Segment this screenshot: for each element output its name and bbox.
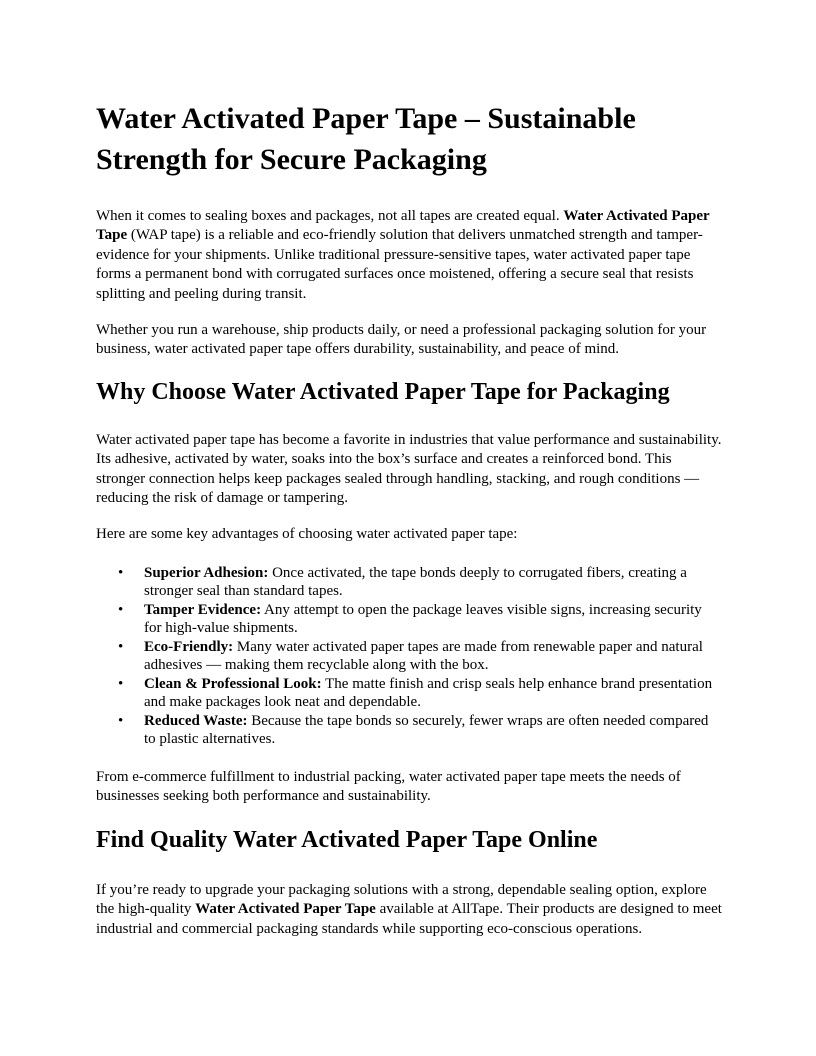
list-item bbox=[96, 675, 722, 712]
bullet-icon: • bbox=[118, 601, 124, 618]
section-heading-find-quality: Find Quality Water Activated Paper Tape Online bbox=[96, 826, 598, 853]
list-item bbox=[96, 638, 722, 675]
intro-p1-bold-term: Water Activated Paper Tape bbox=[96, 208, 710, 244]
section2-paragraph-1 bbox=[96, 881, 722, 939]
list-item-label: Eco-Friendly: bbox=[144, 638, 234, 655]
section2-p1-text-after: available at AllTape. Their products are designed to meet industrial and commercial packaging standards while supporting eco-conscious operations. bbox=[96, 901, 722, 937]
bullet-icon: • bbox=[118, 675, 124, 692]
section-heading-why-choose: Why Choose Water Activated Paper Tape for Packaging bbox=[96, 378, 670, 405]
bullet-icon: • bbox=[118, 712, 124, 729]
list-item-text: Any attempt to open the package leaves visible signs, increasing security for high-value shipments. bbox=[144, 601, 702, 637]
bullet-icon: • bbox=[118, 638, 124, 655]
section2-p1-bold-term: Water Activated Paper Tape bbox=[195, 901, 376, 918]
list-item-text: Once activated, the tape bonds deeply to corrugated fibers, creating a stronger seal than standard tapes. bbox=[144, 564, 687, 600]
section1-paragraph-2: Here are some key advantages of choosing water activated paper tape: bbox=[96, 526, 518, 543]
section2-p1-text-before: If you’re ready to upgrade your packaging solutions with a strong, dependable sealing option, explore the high-quality bbox=[96, 881, 707, 918]
list-item-text: Many water activated paper tapes are made from renewable paper and natural adhesives — making them recyclable along with the box. bbox=[144, 638, 703, 674]
intro-paragraph-2: Whether you run a warehouse, ship products daily, or need a professional packaging solution for your business, water activated paper tape offers durability, sustainability, and peace of mind. bbox=[96, 322, 707, 358]
intro-p1-text-before: When it comes to sealing boxes and packages, not all tapes are created equal. bbox=[96, 208, 564, 224]
list-item-label: Tamper Evidence: bbox=[144, 601, 262, 618]
list-item-text: Because the tape bonds so securely, fewer wraps are often needed compared to plastic alternatives. bbox=[144, 712, 709, 748]
list-item bbox=[96, 564, 722, 601]
list-item-text: The matte finish and crisp seals help enhance brand presentation and make packages look neat and dependable. bbox=[144, 675, 713, 711]
list-item-label: Clean & Professional Look: bbox=[144, 675, 322, 692]
advantages-list bbox=[96, 564, 722, 749]
document-page bbox=[96, 96, 722, 939]
list-item-label: Superior Adhesion: bbox=[144, 564, 269, 581]
bullet-icon: • bbox=[118, 564, 124, 581]
section1-paragraph-3: From e-commerce fulfillment to industrial packing, water activated paper tape meets the needs of businesses seeking both performance and sustainability. bbox=[96, 768, 681, 805]
page-title: Water Activated Paper Tape – Sustainable Strength for Secure Packaging bbox=[96, 102, 636, 176]
list-item bbox=[96, 712, 722, 749]
intro-paragraph-1 bbox=[96, 207, 722, 304]
list-item bbox=[96, 601, 722, 638]
list-item-label: Reduced Waste: bbox=[144, 712, 248, 729]
section1-paragraph-1: Water activated paper tape has become a favorite in industries that value performance and sustainability. Its adhesive, activated by water, soaks into the box’s surface and creates a reinforced bond. This stronger connection helps keep packages sealed through handling, stacking, and rough conditions — reducing the risk of damage or tampering. bbox=[96, 431, 722, 507]
intro-p1-text-after: (WAP tape) is a reliable and eco-friendly solution that delivers unmatched strength and tamper-evidence for your shipments. Unlike traditional pressure-sensitive tapes, water activated paper tape forms a permanent bond with corrugated surfaces once moistened, offering a secure seal that resists splitting and peeling during transit. bbox=[96, 227, 703, 302]
